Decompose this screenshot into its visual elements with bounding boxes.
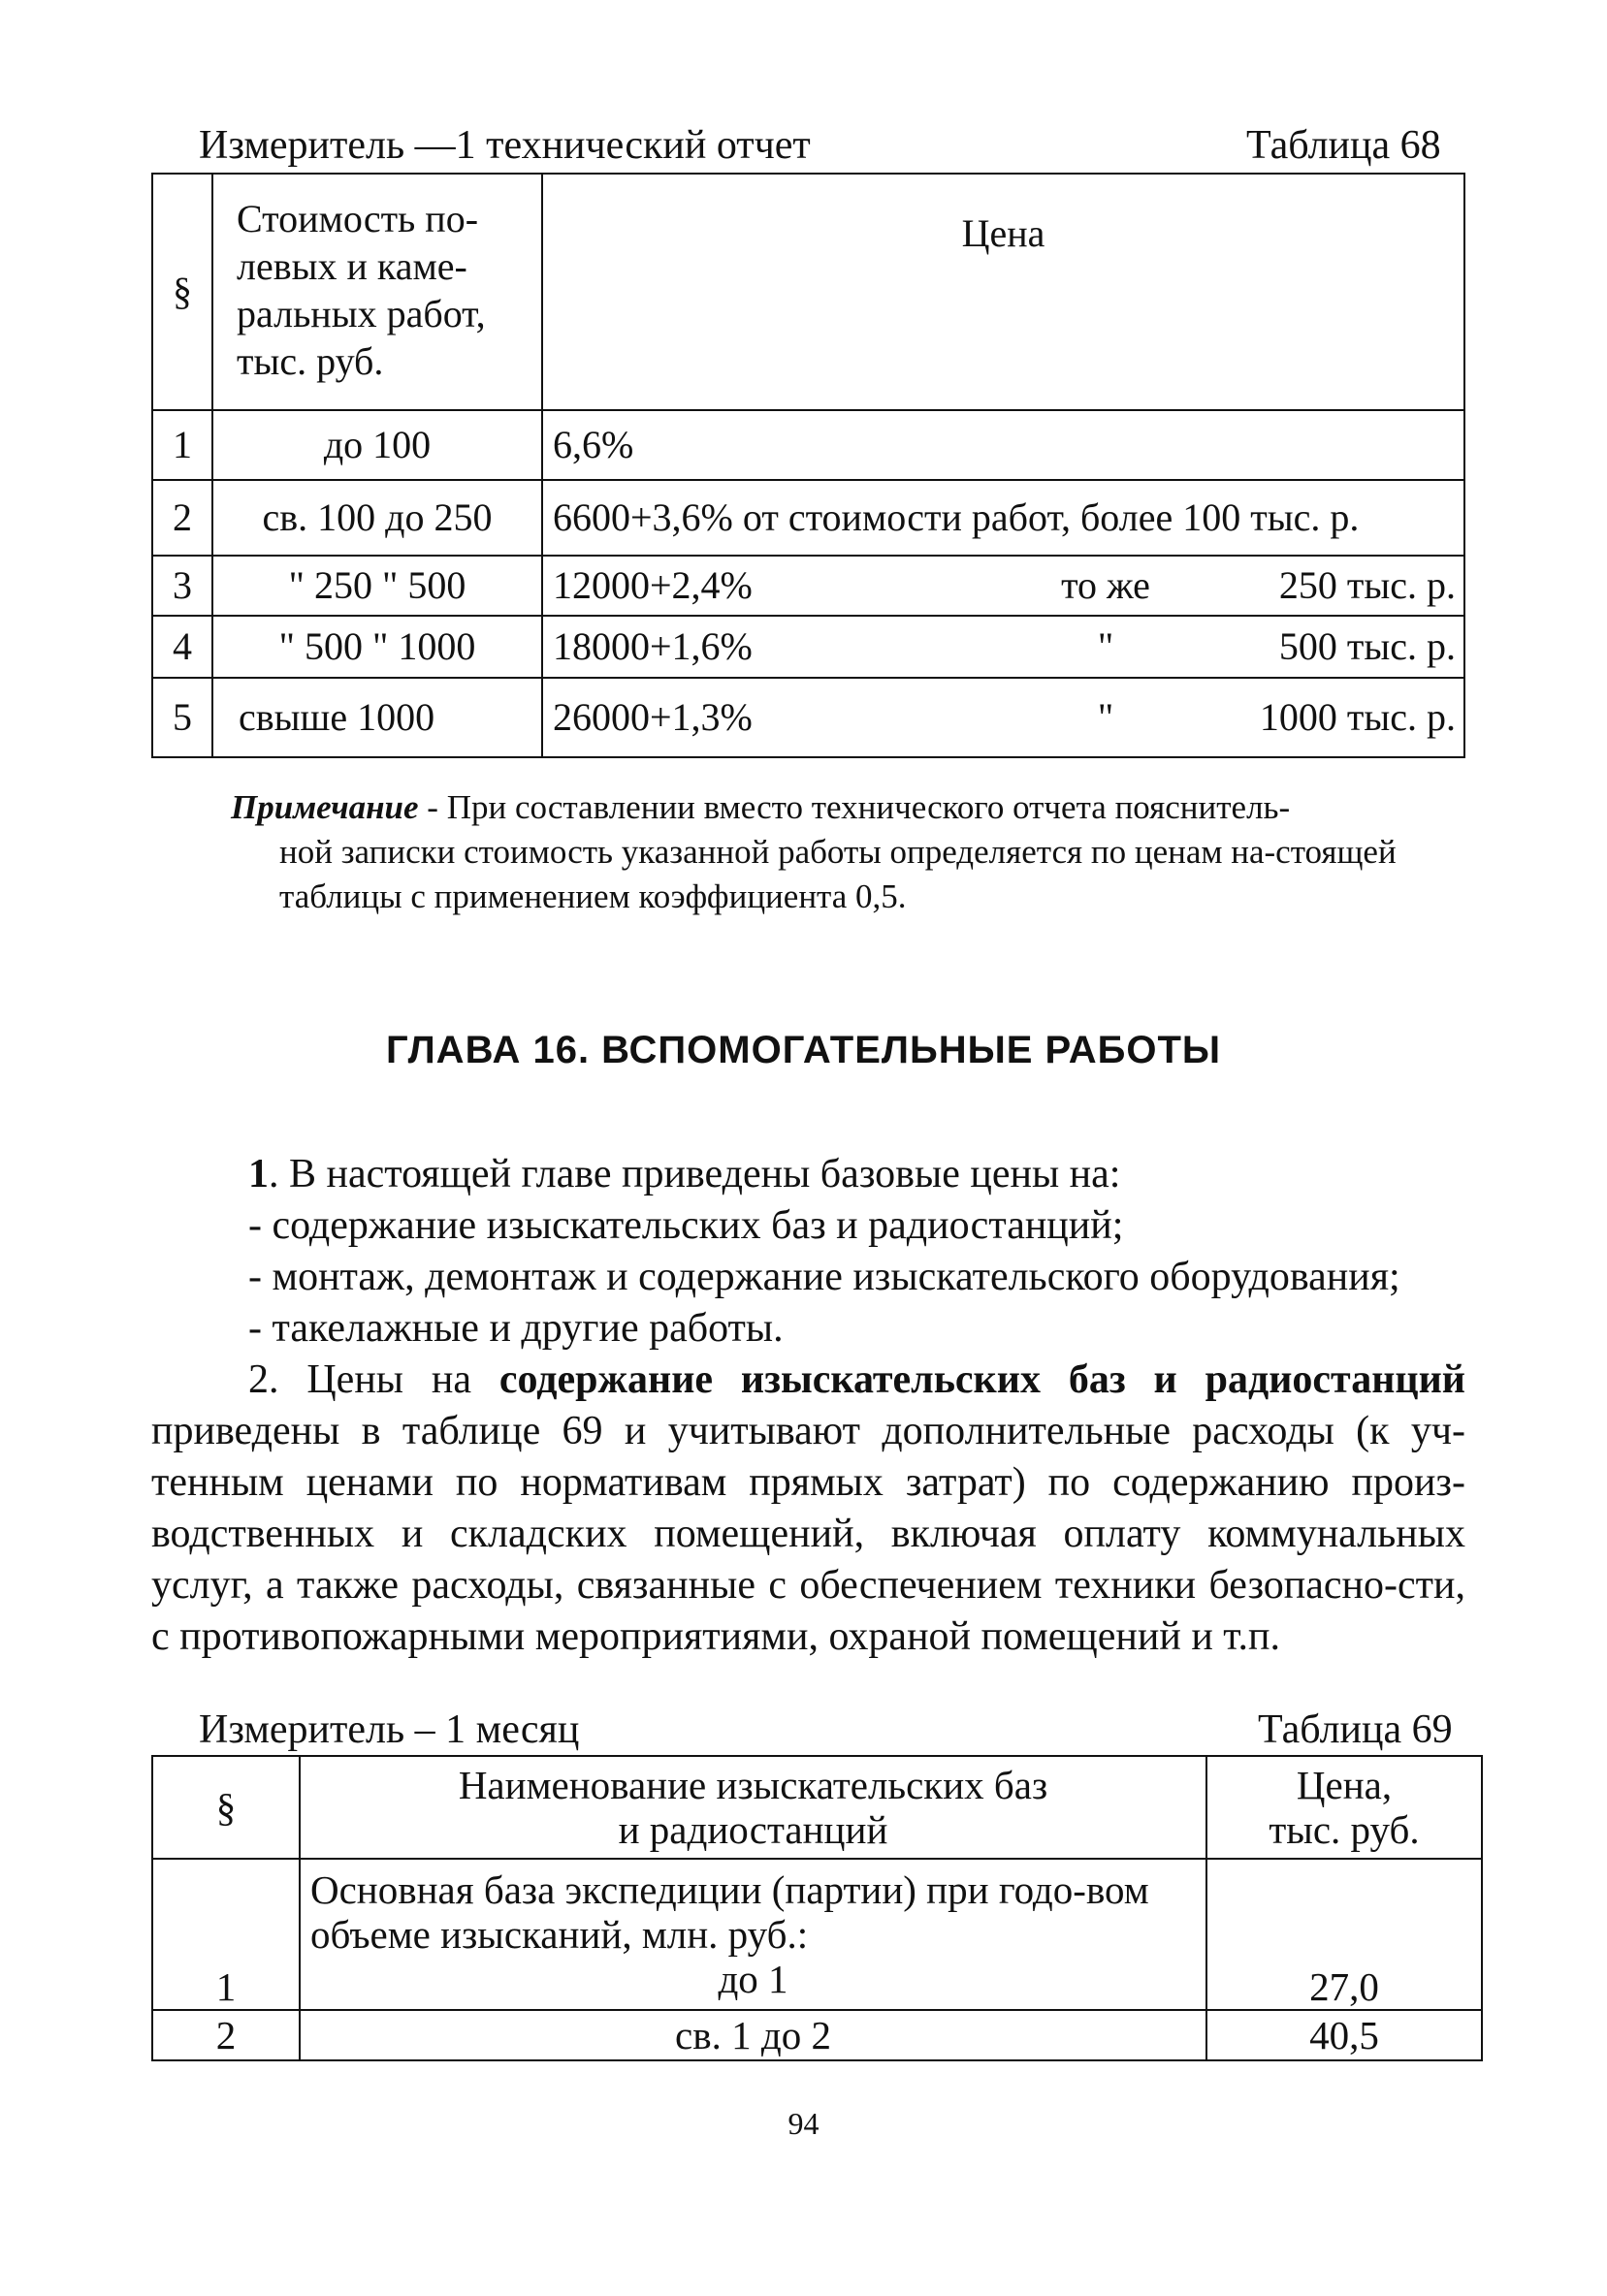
paragraph-1-text: . В настоящей главе приведены базовые цены на:: [269, 1152, 1121, 1196]
table68-row-num: 5: [152, 678, 212, 757]
header-name-line1: Наименование изыскательских баз: [458, 1763, 1048, 1807]
table68-row-price: 6600+3,6% от стоимости работ, более 100 тыс. р.: [542, 480, 1464, 556]
list-item: - содержание изыскательских баз и радиостанций;: [248, 1203, 1124, 1248]
table68-row-cost: " 500 " 1000: [212, 616, 542, 678]
table68-row-price: [542, 616, 1464, 678]
chapter-body: [151, 1149, 1465, 1663]
paragraph-2-bold: содержание изыскательских баз и радиостанций: [498, 1357, 1465, 1402]
table68-note: [231, 785, 1451, 919]
table-row: [152, 616, 1464, 678]
paragraph-2-pre: . Цены на: [269, 1357, 499, 1402]
table69-row-num: 2: [152, 2010, 300, 2060]
price-threshold: 250 тыс. р.: [1278, 563, 1456, 607]
table69-row-name: [300, 1859, 1206, 2010]
note-label: Примечание: [231, 788, 419, 826]
table68-header-num: §: [152, 174, 212, 410]
note-text-first: - При составлении вместо технического отчета пояснитель-: [418, 788, 1291, 826]
table-row: [152, 410, 1464, 480]
paragraph-2-post: приведены в таблице 69 и учитывают дополнительные расходы (к уч-тенным ценами по нормативам прямых затрат) по содержанию произ-водственных и складских помещений, включая оплату коммунальных услуг, а также расходы, связанные с обеспечением техники безопасно-сти, с противопожарными мероприятиями, охраной помещений и т.п.: [151, 1409, 1465, 1659]
list-item: - такелажные и другие работы.: [248, 1306, 784, 1351]
table69-header-row: [152, 1756, 1482, 1859]
table68-header-cost: Стоимость по-левых и каме-ральных работ, тыс. руб.: [212, 174, 542, 410]
header-price-line2: тыс. руб.: [1269, 1807, 1420, 1852]
row-name: до 1: [718, 1957, 788, 2001]
table-row: [152, 678, 1464, 757]
list-item: - монтаж, демонтаж и содержание изыскательского оборудования;: [248, 1255, 1400, 1299]
price-threshold: 1000 тыс. р.: [1259, 695, 1456, 739]
table69-header-price: [1206, 1756, 1482, 1859]
note-text-rest: ной записки стоимость указанной работы определяется по ценам на-стоящей таблицы с применением коэффициента 0,5.: [279, 833, 1397, 915]
group-title: Основная база экспедиции (партии) при годо-вом объеме изысканий, млн. руб.:: [310, 1867, 1149, 1957]
table68-row-num: 3: [152, 556, 212, 616]
table68-row-num: 2: [152, 480, 212, 556]
table69-measure: Измеритель – 1 месяц: [199, 1707, 580, 1752]
table68-row-price: 6,6%: [542, 410, 1464, 480]
table68-row-cost: св. 100 до 250: [212, 480, 542, 556]
paragraph-1: [151, 1149, 1465, 1200]
table69: [151, 1755, 1483, 2061]
table69-header-num: §: [152, 1756, 300, 1859]
price-formula: 26000+1,3%: [553, 695, 753, 739]
table68-row-cost: свыше 1000: [212, 678, 542, 757]
header-name-line2: и радиостанций: [618, 1807, 888, 1852]
price-note: ": [1097, 695, 1114, 739]
chapter-title: ГЛАВА 16. ВСПОМОГАТЕЛЬНЫЕ РАБОТЫ: [385, 1029, 1222, 1071]
price-note: то же: [1061, 563, 1150, 607]
table68: [151, 173, 1465, 758]
price-formula: 18000+1,6%: [553, 624, 753, 668]
price-note: ": [1097, 624, 1114, 668]
table-row: [152, 2010, 1482, 2060]
table68-label: Таблица 68: [1246, 123, 1441, 168]
paragraph-2: [151, 1355, 1465, 1663]
table69-row-num: 1: [152, 1859, 300, 2010]
table68-header-price: Цена: [542, 174, 1464, 410]
table68-row-num: 4: [152, 616, 212, 678]
table68-row-num: 1: [152, 410, 212, 480]
table69-row-price: 27,0: [1206, 1859, 1482, 2010]
paragraph-2-number: 2: [248, 1357, 269, 1402]
table69-row-name: св. 1 до 2: [300, 2010, 1206, 2060]
price-threshold: 500 тыс. р.: [1278, 624, 1456, 668]
table68-measure: Измеритель —1 технический отчет: [199, 123, 811, 168]
table68-row-cost: до 100: [212, 410, 542, 480]
table-row: [152, 556, 1464, 616]
table68-header-row: [152, 174, 1464, 410]
table69-label: Таблица 69: [1258, 1707, 1453, 1752]
paragraph-1-number: 1: [248, 1152, 269, 1196]
table68-row-price: [542, 678, 1464, 757]
price-formula: 12000+2,4%: [553, 563, 753, 607]
table68-row-price: [542, 556, 1464, 616]
table-row: [152, 480, 1464, 556]
page-number: 94: [787, 2106, 820, 2141]
header-price-line1: Цена,: [1296, 1763, 1393, 1807]
table69-row-price: 40,5: [1206, 2010, 1482, 2060]
table-row: [152, 1859, 1482, 2010]
table69-header-name: [300, 1756, 1206, 1859]
table68-row-cost: " 250 " 500: [212, 556, 542, 616]
